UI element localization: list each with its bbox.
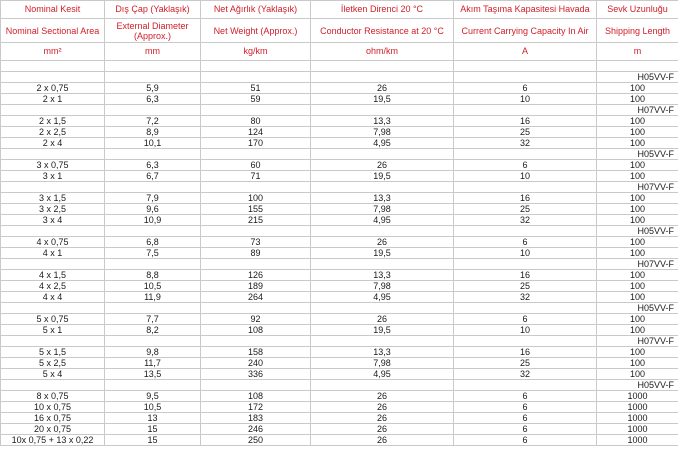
empty-cell [1, 105, 105, 116]
header-en-shipping-length: Shipping Length [597, 19, 678, 43]
table-row [1, 193, 678, 204]
cable-type-row [1, 380, 678, 391]
empty-cell [311, 336, 454, 347]
cell-conductor-resistance: 13,3 [311, 347, 454, 358]
cell-outer-diameter: 7,5 [105, 248, 201, 259]
cell-shipping-length: 100 [597, 358, 678, 369]
cell-outer-diameter: 15 [105, 435, 201, 446]
cell-current-capacity: 25 [454, 358, 597, 369]
cell-conductor-resistance: 26 [311, 237, 454, 248]
cell-current-capacity: 6 [454, 424, 597, 435]
empty-cell [1, 61, 105, 72]
cell-shipping-length: 100 [597, 369, 678, 380]
cell-current-capacity: 6 [454, 402, 597, 413]
cell-net-weight: 158 [201, 347, 311, 358]
cell-current-capacity: 16 [454, 270, 597, 281]
empty-cell [201, 182, 311, 193]
cell-current-capacity: 25 [454, 127, 597, 138]
cell-current-capacity: 6 [454, 237, 597, 248]
cell-current-capacity: 10 [454, 325, 597, 336]
empty-cell [311, 72, 454, 83]
cell-nominal-section: 5 x 1 [1, 325, 105, 336]
cell-outer-diameter: 6,3 [105, 160, 201, 171]
empty-cell [1, 303, 105, 314]
unit-conductor-resistance: ohm/km [311, 43, 454, 61]
cable-type-label: H07VV-F [597, 105, 678, 116]
cell-current-capacity: 32 [454, 292, 597, 303]
cell-net-weight: 189 [201, 281, 311, 292]
header-row-turkish [1, 1, 678, 19]
cell-net-weight: 59 [201, 94, 311, 105]
table-body [1, 61, 678, 446]
empty-cell [311, 61, 454, 72]
table-row [1, 138, 678, 149]
cable-type-label: H07VV-F [597, 182, 678, 193]
empty-cell [311, 149, 454, 160]
cell-shipping-length: 100 [597, 248, 678, 259]
cell-nominal-section: 5 x 0,75 [1, 314, 105, 325]
cell-nominal-section: 3 x 1 [1, 171, 105, 182]
table-row [1, 292, 678, 303]
cable-type-row [1, 149, 678, 160]
empty-cell [201, 149, 311, 160]
header-en-conductor-resistance: Conductor Resistance at 20 °C [311, 19, 454, 43]
empty-cell [105, 303, 201, 314]
cell-net-weight: 215 [201, 215, 311, 226]
cell-outer-diameter: 13,5 [105, 369, 201, 380]
table-row [1, 248, 678, 259]
empty-cell [1, 259, 105, 270]
cell-shipping-length: 100 [597, 314, 678, 325]
cell-net-weight: 172 [201, 402, 311, 413]
cell-conductor-resistance: 13,3 [311, 270, 454, 281]
cell-shipping-length: 1000 [597, 391, 678, 402]
cell-current-capacity: 6 [454, 413, 597, 424]
unit-nominal-section: mm² [1, 43, 105, 61]
cell-net-weight: 250 [201, 435, 311, 446]
cell-outer-diameter: 11,9 [105, 292, 201, 303]
cell-shipping-length: 1000 [597, 435, 678, 446]
cable-type-label: H07VV-F [597, 259, 678, 270]
cell-shipping-length: 1000 [597, 413, 678, 424]
cell-conductor-resistance: 7,98 [311, 281, 454, 292]
header-row-english [1, 19, 678, 43]
cell-outer-diameter: 5,9 [105, 83, 201, 94]
cell-conductor-resistance: 26 [311, 435, 454, 446]
table-row [1, 391, 678, 402]
cell-conductor-resistance: 26 [311, 314, 454, 325]
cell-shipping-length: 100 [597, 94, 678, 105]
cell-shipping-length: 100 [597, 270, 678, 281]
cell-net-weight: 71 [201, 171, 311, 182]
header-tr-current-capacity: Akım Taşıma Kapasitesi Havada [454, 1, 597, 19]
cell-conductor-resistance: 26 [311, 424, 454, 435]
table-row [1, 204, 678, 215]
empty-cell [454, 105, 597, 116]
cell-outer-diameter: 6,3 [105, 94, 201, 105]
empty-cell [105, 380, 201, 391]
empty-cell [1, 380, 105, 391]
empty-cell [597, 61, 678, 72]
table-row [1, 347, 678, 358]
cell-current-capacity: 10 [454, 171, 597, 182]
cell-nominal-section: 4 x 4 [1, 292, 105, 303]
cell-nominal-section: 2 x 4 [1, 138, 105, 149]
cable-type-label: H07VV-F [597, 336, 678, 347]
cell-outer-diameter: 10,1 [105, 138, 201, 149]
cell-net-weight: 89 [201, 248, 311, 259]
cell-net-weight: 60 [201, 160, 311, 171]
header-tr-net-weight: Net Ağırlık (Yaklaşık) [201, 1, 311, 19]
cell-shipping-length: 100 [597, 204, 678, 215]
table-row [1, 94, 678, 105]
empty-cell [1, 72, 105, 83]
unit-net-weight: kg/km [201, 43, 311, 61]
empty-cell [454, 259, 597, 270]
cable-type-row [1, 182, 678, 193]
cell-current-capacity: 16 [454, 193, 597, 204]
cell-nominal-section: 4 x 1 [1, 248, 105, 259]
cell-conductor-resistance: 4,95 [311, 292, 454, 303]
empty-cell [1, 226, 105, 237]
cell-nominal-section: 2 x 0,75 [1, 83, 105, 94]
empty-cell [311, 303, 454, 314]
cell-current-capacity: 10 [454, 94, 597, 105]
cable-type-row [1, 259, 678, 270]
table-row [1, 237, 678, 248]
cell-conductor-resistance: 7,98 [311, 127, 454, 138]
cell-net-weight: 108 [201, 391, 311, 402]
cell-shipping-length: 100 [597, 237, 678, 248]
cell-current-capacity: 32 [454, 369, 597, 380]
cell-shipping-length: 100 [597, 160, 678, 171]
empty-cell [201, 259, 311, 270]
cable-type-label: H05VV-F [597, 226, 678, 237]
cell-outer-diameter: 9,6 [105, 204, 201, 215]
cell-shipping-length: 100 [597, 193, 678, 204]
table-row [1, 171, 678, 182]
table-row [1, 270, 678, 281]
empty-cell [454, 336, 597, 347]
cell-net-weight: 336 [201, 369, 311, 380]
cell-nominal-section: 20 x 0,75 [1, 424, 105, 435]
cell-outer-diameter: 10,5 [105, 281, 201, 292]
cell-current-capacity: 6 [454, 83, 597, 94]
empty-cell [105, 336, 201, 347]
cell-outer-diameter: 9,8 [105, 347, 201, 358]
empty-cell [201, 226, 311, 237]
cell-current-capacity: 32 [454, 215, 597, 226]
cell-current-capacity: 10 [454, 248, 597, 259]
empty-cell [201, 105, 311, 116]
cell-net-weight: 155 [201, 204, 311, 215]
cell-net-weight: 240 [201, 358, 311, 369]
table-row [1, 413, 678, 424]
cell-net-weight: 246 [201, 424, 311, 435]
empty-cell [201, 303, 311, 314]
cell-shipping-length: 1000 [597, 424, 678, 435]
cell-outer-diameter: 10,5 [105, 402, 201, 413]
cell-conductor-resistance: 26 [311, 413, 454, 424]
empty-cell [1, 336, 105, 347]
cell-nominal-section: 4 x 0,75 [1, 237, 105, 248]
cell-shipping-length: 100 [597, 325, 678, 336]
cell-nominal-section: 3 x 0,75 [1, 160, 105, 171]
cell-outer-diameter: 7,7 [105, 314, 201, 325]
cell-net-weight: 124 [201, 127, 311, 138]
cell-nominal-section: 16 x 0,75 [1, 413, 105, 424]
cell-nominal-section: 3 x 4 [1, 215, 105, 226]
table-row [1, 116, 678, 127]
table-row [1, 358, 678, 369]
cell-outer-diameter: 10,9 [105, 215, 201, 226]
cell-nominal-section: 5 x 4 [1, 369, 105, 380]
cell-current-capacity: 32 [454, 138, 597, 149]
cell-outer-diameter: 11,7 [105, 358, 201, 369]
cell-outer-diameter: 7,9 [105, 193, 201, 204]
cell-shipping-length: 100 [597, 292, 678, 303]
cable-type-row [1, 105, 678, 116]
cell-shipping-length: 100 [597, 138, 678, 149]
cell-nominal-section: 4 x 2,5 [1, 281, 105, 292]
empty-cell [201, 380, 311, 391]
table-row [1, 402, 678, 413]
cell-conductor-resistance: 7,98 [311, 358, 454, 369]
cable-type-label: H05VV-F [597, 149, 678, 160]
cell-conductor-resistance: 19,5 [311, 94, 454, 105]
empty-cell [105, 182, 201, 193]
cell-outer-diameter: 6,7 [105, 171, 201, 182]
table-row [1, 314, 678, 325]
cell-conductor-resistance: 26 [311, 83, 454, 94]
cable-type-row [1, 303, 678, 314]
cable-type-row [1, 336, 678, 347]
empty-cell [201, 61, 311, 72]
empty-cell [311, 380, 454, 391]
cell-current-capacity: 16 [454, 347, 597, 358]
cell-current-capacity: 25 [454, 204, 597, 215]
table-header [1, 1, 678, 61]
cell-net-weight: 170 [201, 138, 311, 149]
cell-conductor-resistance: 13,3 [311, 193, 454, 204]
cell-conductor-resistance: 4,95 [311, 138, 454, 149]
cell-shipping-length: 100 [597, 281, 678, 292]
cell-current-capacity: 6 [454, 391, 597, 402]
empty-cell [1, 182, 105, 193]
cell-nominal-section: 8 x 0,75 [1, 391, 105, 402]
cell-outer-diameter: 7,2 [105, 116, 201, 127]
header-en-net-weight: Net Weight (Approx.) [201, 19, 311, 43]
empty-cell [454, 226, 597, 237]
header-tr-conductor-resistance: İletken Direnci 20 °C [311, 1, 454, 19]
cell-conductor-resistance: 7,98 [311, 204, 454, 215]
cell-shipping-length: 100 [597, 171, 678, 182]
cell-nominal-section: 2 x 1 [1, 94, 105, 105]
cell-net-weight: 92 [201, 314, 311, 325]
empty-cell [105, 61, 201, 72]
cell-outer-diameter: 8,2 [105, 325, 201, 336]
cell-conductor-resistance: 4,95 [311, 215, 454, 226]
empty-cell [454, 182, 597, 193]
cell-conductor-resistance: 19,5 [311, 248, 454, 259]
cell-current-capacity: 6 [454, 435, 597, 446]
cell-net-weight: 183 [201, 413, 311, 424]
empty-cell [311, 182, 454, 193]
cell-nominal-section: 2 x 1,5 [1, 116, 105, 127]
header-tr-outer-diameter: Dış Çap (Yaklaşık) [105, 1, 201, 19]
cell-net-weight: 51 [201, 83, 311, 94]
cable-type-label: H05VV-F [597, 380, 678, 391]
header-tr-nominal-section: Nominal Kesit [1, 1, 105, 19]
cell-nominal-section: 5 x 1,5 [1, 347, 105, 358]
empty-cell [105, 259, 201, 270]
cell-conductor-resistance: 19,5 [311, 171, 454, 182]
cell-conductor-resistance: 4,95 [311, 369, 454, 380]
cell-net-weight: 108 [201, 325, 311, 336]
header-en-outer-diameter: External Diameter (Approx.) [105, 19, 201, 43]
cell-net-weight: 264 [201, 292, 311, 303]
empty-cell [454, 380, 597, 391]
table-row [1, 281, 678, 292]
empty-cell [311, 105, 454, 116]
cell-current-capacity: 16 [454, 116, 597, 127]
table-row [1, 127, 678, 138]
table-row [1, 160, 678, 171]
cell-nominal-section: 10 x 0,75 [1, 402, 105, 413]
empty-cell [105, 105, 201, 116]
cell-nominal-section: 2 x 2,5 [1, 127, 105, 138]
cell-net-weight: 80 [201, 116, 311, 127]
cell-shipping-length: 100 [597, 83, 678, 94]
unit-outer-diameter: mm [105, 43, 201, 61]
empty-cell [454, 72, 597, 83]
table-row [1, 369, 678, 380]
cell-conductor-resistance: 26 [311, 402, 454, 413]
unit-current-capacity: A [454, 43, 597, 61]
header-tr-shipping-length: Sevk Uzunluğu [597, 1, 678, 19]
empty-cell [1, 149, 105, 160]
empty-cell [201, 72, 311, 83]
cable-type-row [1, 72, 678, 83]
cell-outer-diameter: 9,5 [105, 391, 201, 402]
empty-cell [105, 149, 201, 160]
cell-current-capacity: 6 [454, 314, 597, 325]
empty-cell [105, 72, 201, 83]
cell-net-weight: 100 [201, 193, 311, 204]
header-row-units [1, 43, 678, 61]
cell-net-weight: 73 [201, 237, 311, 248]
unit-shipping-length: m [597, 43, 678, 61]
empty-cell [201, 336, 311, 347]
cell-shipping-length: 100 [597, 116, 678, 127]
cell-conductor-resistance: 26 [311, 160, 454, 171]
cell-nominal-section: 3 x 1,5 [1, 193, 105, 204]
cable-type-label: H05VV-F [597, 303, 678, 314]
cell-net-weight: 126 [201, 270, 311, 281]
empty-cell [105, 226, 201, 237]
table-row [1, 435, 678, 446]
cell-outer-diameter: 8,9 [105, 127, 201, 138]
table-row [1, 215, 678, 226]
cell-nominal-section: 5 x 2,5 [1, 358, 105, 369]
cable-type-label: H05VV-F [597, 72, 678, 83]
cell-outer-diameter: 6,8 [105, 237, 201, 248]
cell-shipping-length: 100 [597, 127, 678, 138]
table-row [1, 325, 678, 336]
cell-shipping-length: 1000 [597, 402, 678, 413]
cell-shipping-length: 100 [597, 215, 678, 226]
cell-conductor-resistance: 19,5 [311, 325, 454, 336]
cell-current-capacity: 25 [454, 281, 597, 292]
cell-outer-diameter: 8,8 [105, 270, 201, 281]
empty-cell [311, 259, 454, 270]
empty-cell [454, 61, 597, 72]
table-row [1, 83, 678, 94]
header-en-current-capacity: Current Carrying Capacity In Air [454, 19, 597, 43]
cell-outer-diameter: 15 [105, 424, 201, 435]
cable-type-row [1, 226, 678, 237]
cell-nominal-section: 10x 0,75 + 13 x 0,22 [1, 435, 105, 446]
cell-outer-diameter: 13 [105, 413, 201, 424]
cell-nominal-section: 4 x 1,5 [1, 270, 105, 281]
empty-cell [454, 303, 597, 314]
empty-cell [454, 149, 597, 160]
table-row [1, 424, 678, 435]
empty-cell [311, 226, 454, 237]
cell-conductor-resistance: 26 [311, 391, 454, 402]
table-spacer-row [1, 61, 678, 72]
cell-conductor-resistance: 13,3 [311, 116, 454, 127]
cell-current-capacity: 6 [454, 160, 597, 171]
header-en-nominal-section: Nominal Sectional Area [1, 19, 105, 43]
cell-shipping-length: 100 [597, 347, 678, 358]
cell-nominal-section: 3 x 2,5 [1, 204, 105, 215]
